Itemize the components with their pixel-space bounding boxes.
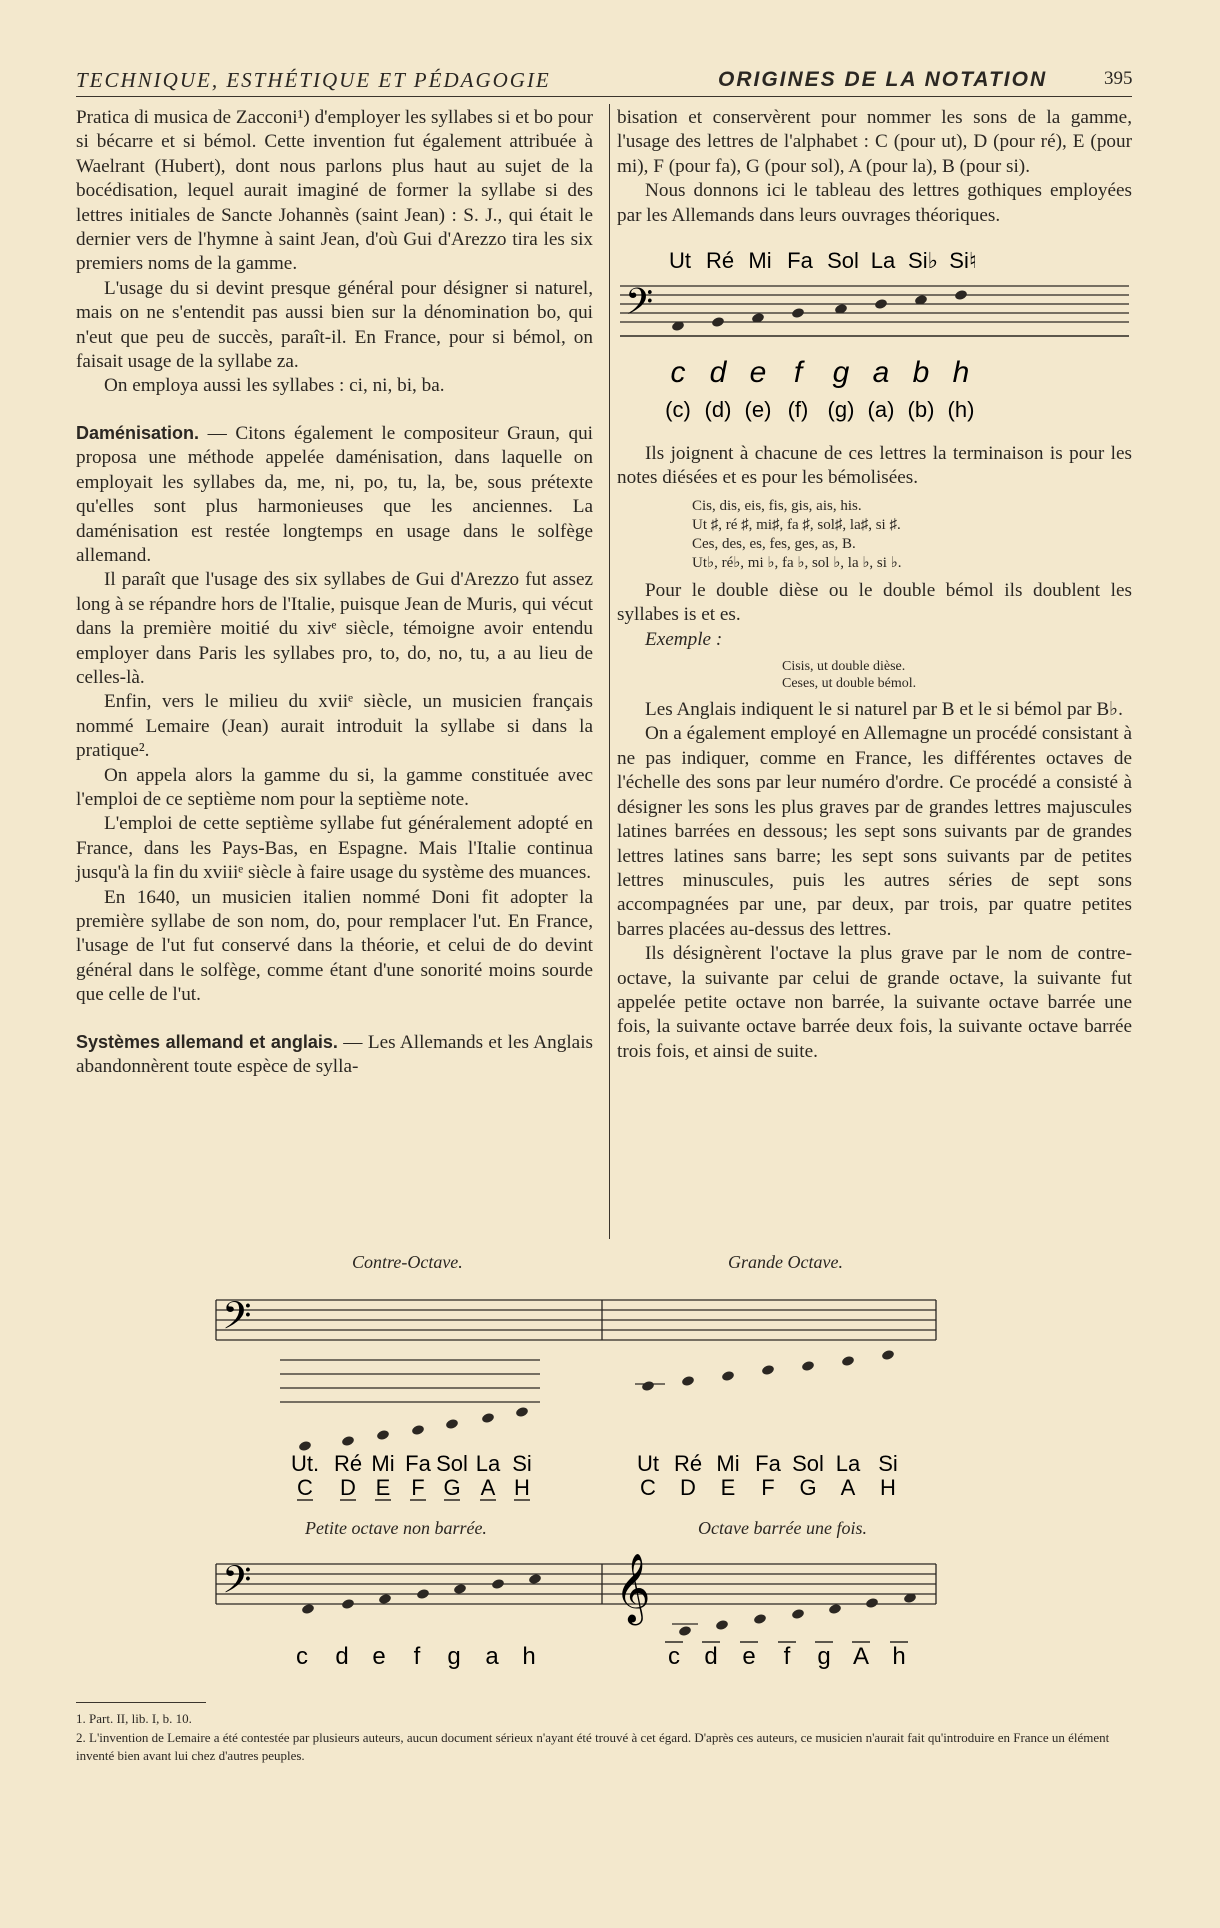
- note-head: [515, 1406, 529, 1418]
- note-head: [681, 1375, 695, 1387]
- caption-octave-barree: Octave barrée une fois.: [698, 1518, 867, 1538]
- octave-letter: C: [640, 1475, 656, 1500]
- paragraph-damenisation: Daménisation. — Citons également le compositeur Graun, qui proposa une méthode appelée daménisation, dans laquelle on employait les syllabes da, me, ni, po, tu, la, be, sous prétexte qu'elles sont plus harmonieuses que les anciennes. La daménisation est restée longtemps en usage dans le solfège allemand.: [76, 422, 593, 566]
- syllable-row: [669, 248, 977, 273]
- plain-letter: (d): [704, 397, 732, 423]
- syllable-label: Mi: [716, 1451, 740, 1476]
- octave-letter: A: [840, 1475, 856, 1500]
- table-row: Ut♭, ré♭, mi ♭, fa ♭, sol ♭, la ♭, si ♭.: [692, 554, 902, 571]
- paragraph: L'emploi de cette septième syllabe fut généralement adopté en France, dans les Pays-Bas, en Espagne. Mais l'Italie continua jusqu'à la fin du xviiiᵉ siècle à faire usage du système des muances.: [76, 813, 593, 884]
- note-head: [761, 1364, 775, 1376]
- paragraph: On appela alors la gamme du si, la gamme constituée avec l'emploi de ce septième nom pour la septième note.: [76, 764, 593, 810]
- note-head: [881, 1349, 895, 1361]
- syllable-label: Fa: [787, 248, 813, 274]
- column-divider: [609, 104, 610, 1239]
- sharps-flats-table: [692, 497, 1132, 573]
- syllable-label: Sol: [827, 248, 859, 274]
- syllable-label: Fa: [755, 1451, 781, 1476]
- syllable-label: Ut: [637, 1451, 659, 1476]
- octave-letter: A: [480, 1475, 496, 1500]
- note-head: [711, 316, 725, 328]
- note-head: [453, 1583, 467, 1595]
- syllable-label: La: [475, 1451, 501, 1476]
- octave-letter: f: [413, 1643, 421, 1670]
- paragraph: bisation et conservèrent pour nommer les sons de la gamme, l'usage des lettres de l'alphabet : C (pour ut), D (pour ré), E (pour mi), F (pour fa), G (pour sol), A (pour la), B (pour si).: [617, 107, 1132, 177]
- bass-clef-icon: 𝄢: [222, 1558, 252, 1610]
- note-head: [791, 307, 805, 319]
- octave-letter: g: [817, 1643, 831, 1670]
- octave-letter: d: [335, 1643, 349, 1670]
- gothic-letter: b: [912, 356, 930, 390]
- bass-clef-icon: 𝄢: [625, 282, 654, 332]
- note-head: [341, 1598, 355, 1610]
- syllable-label: Mi: [748, 248, 772, 274]
- caption-grande-octave: Grande Octave.: [728, 1252, 843, 1272]
- syllable-label: Si: [878, 1451, 898, 1476]
- note-head: [528, 1573, 542, 1585]
- note-head: [376, 1429, 390, 1441]
- note-head: [874, 298, 888, 310]
- gothic-letter: h: [952, 356, 970, 390]
- octave-letter: F: [411, 1475, 425, 1500]
- octave-letter: A: [852, 1643, 870, 1670]
- note-head: [715, 1619, 729, 1631]
- gothic-letters-staff: [617, 232, 1132, 442]
- table-row: Ces, des, es, fes, ges, as, B.: [692, 535, 856, 552]
- contre-grande-octave-staff: [210, 1288, 940, 1513]
- plain-letter: (a): [867, 397, 895, 423]
- footnote-1: 1. Part. II, lib. I, b. 10.: [76, 1711, 192, 1726]
- octave-letter: H: [514, 1475, 530, 1500]
- note-head: [416, 1588, 430, 1600]
- plain-letter: (c): [665, 397, 691, 423]
- caption-contre-octave: Contre-Octave.: [352, 1252, 463, 1272]
- running-header-title: ORIGINES DE LA NOTATION: [718, 68, 1048, 91]
- table-row: Cis, dis, eis, fis, gis, ais, his.: [692, 497, 862, 514]
- paragraph: Ils désignèrent l'octave la plus grave par le nom de contre-octave, la suivante par celui de grande octave, la suivante fut appelée petite octave non barrée, la suivante octave barrée une fois, la suivante octave barrée deux fois, la suivante octave barrée trois fois, et ainsi de suite.: [617, 943, 1132, 1062]
- paragraph: On employa aussi les syllabes : ci, ni, bi, ba.: [104, 375, 445, 397]
- octave-letter: D: [680, 1475, 696, 1500]
- paragraph: Nous donnons ici le tableau des lettres gothiques employées par les Allemands dans leurs ouvrages théoriques.: [617, 180, 1132, 226]
- syllable-label: Si: [512, 1451, 532, 1476]
- octave-letter: h: [522, 1643, 536, 1670]
- note-head: [801, 1360, 815, 1372]
- note-head: [828, 1603, 842, 1615]
- note-head: [378, 1593, 392, 1605]
- syllable-label: Sol: [792, 1451, 824, 1476]
- syllable-label: Ut: [669, 248, 691, 274]
- syllable-label: La: [870, 248, 896, 274]
- note-head: [481, 1412, 495, 1424]
- footnote-2: 2. L'invention de Lemaire a été contestée par plusieurs auteurs, aucun document sérieux n'ayant été trouvé à cet égard. D'après ces auteurs, ce musicien n'aurait fait qu'introduire en France un élément inventé bien avant lui chez d'autres peuples.: [76, 1730, 1110, 1763]
- header-rule: [76, 96, 1132, 97]
- paragraph: Enfin, vers le milieu du xviiᵉ siècle, un musicien français nommé Lemaire (Jean) aurait introduit la syllabe si dans la pratique².: [76, 691, 593, 762]
- octave-letter: E: [375, 1475, 391, 1500]
- plain-letter: (e): [744, 397, 772, 423]
- octave-letter: g: [447, 1643, 461, 1670]
- octave-letter: F: [761, 1475, 775, 1500]
- note-head: [721, 1370, 735, 1382]
- example-block: [782, 658, 1132, 692]
- running-header-left: TECHNIQUE, ESTHÉTIQUE ET PÉDAGOGIE: [76, 68, 551, 92]
- octave-letter: G: [443, 1475, 461, 1500]
- example-row: Ceses, ut double bémol.: [782, 676, 917, 692]
- syllable-label: Ré: [333, 1451, 363, 1476]
- syllable-label: Fa: [405, 1451, 431, 1476]
- note-head: [301, 1603, 315, 1615]
- note-head: [678, 1625, 692, 1637]
- note-head: [865, 1597, 879, 1609]
- treble-clef-icon: 𝄞: [615, 1554, 651, 1621]
- gothic-letter: g: [832, 356, 850, 390]
- paragraph-systemes: Systèmes allemand et anglais. — Les Allemands et les Anglais abandonnèrent toute espèce de sylla-: [76, 1031, 593, 1078]
- note-head: [753, 1613, 767, 1625]
- section-heading: Daménisation.: [76, 422, 200, 443]
- syllable-label: Ut.: [290, 1451, 320, 1476]
- octave-letter: d: [704, 1643, 718, 1670]
- gothic-letter: d: [709, 356, 727, 390]
- syllable-label: Mi: [371, 1451, 395, 1476]
- paragraph: Ils joignent à chacune de ces lettres la terminaison is pour les notes diésées et es pour les bémolisées.: [617, 443, 1132, 489]
- paragraph: Pratica di musica de Zacconi¹) d'employer les syllabes si et bo pour si bécarre et si bémol. Cette invention fut également attribuée à Waelrant (Hubert), dont nous parlons plus haut au sujet de la bocédisation, lequel aurait imaginé de former la syllabe si des lettres initiales de Sancte Johannès (saint Jean) : S. J., qui était le dernier vers de l'hymne à saint Jean, d'où Gui d'Arezzo tira les six premiers noms de la gamme.: [76, 107, 593, 275]
- plain-letter: (b): [907, 397, 935, 423]
- right-column: [617, 106, 1132, 1064]
- note-head: [954, 289, 968, 301]
- petite-barree-octave-staff: [210, 1552, 940, 1692]
- syllable-label: Ré: [705, 248, 735, 274]
- example-row: Cisis, ut double dièse.: [782, 659, 906, 675]
- octave-letter: D: [340, 1475, 356, 1500]
- note-head: [791, 1608, 805, 1620]
- octave-letter: E: [720, 1475, 736, 1500]
- plain-letter: (f): [787, 397, 809, 423]
- note-head: [641, 1380, 655, 1392]
- octave-letter: H: [880, 1475, 896, 1500]
- footnote-rule: [76, 1702, 206, 1703]
- octave-letter: c: [668, 1643, 680, 1670]
- syllable-label: Sol: [436, 1451, 468, 1476]
- syllable-label: Si♮: [949, 248, 977, 274]
- note-head: [491, 1578, 505, 1590]
- paragraph: Les Anglais indiquent le si naturel par B et le si bémol par B♭.: [645, 699, 1123, 721]
- page-number: 395: [1104, 68, 1133, 89]
- octave-letter: e: [742, 1643, 756, 1670]
- octave-letter: f: [783, 1643, 791, 1670]
- octave-letter: e: [372, 1643, 386, 1670]
- octave-letter: G: [799, 1475, 817, 1500]
- paragraph: En 1640, un musicien italien nommé Doni fit adopter la première syllabe de son nom, do, pour remplacer l'ut. En France, l'usage de l'ut fut conservé dans la théorie, et celui de do devint général dans le solfège, comme étant d'une sonorité moins sourde que celle de l'ut.: [76, 886, 593, 1006]
- gothic-letter-row: [671, 356, 970, 389]
- plain-letter: (g): [827, 397, 855, 423]
- syllable-label: Ré: [673, 1451, 703, 1476]
- caption-petite-octave: Petite octave non barrée.: [305, 1518, 487, 1538]
- paragraph: Pour le double dièse ou le double bémol ils doublent les syllabes is et es.: [617, 579, 1132, 626]
- gothic-letter: a: [872, 356, 890, 390]
- octave-letter: c: [296, 1643, 308, 1670]
- syllable-label: La: [835, 1451, 861, 1476]
- gothic-letter: f: [793, 356, 803, 390]
- paragraph: L'usage du si devint presque général pour désigner si naturel, mais on ne s'entendit pas aussi bien sur la dénomination bo, qui n'eut que peu de succès, paraît-il. En France, pour si bémol, on faisait usage de la syllabe za.: [76, 277, 593, 373]
- gothic-letter: e: [749, 356, 767, 390]
- bass-clef-icon: 𝄢: [222, 1294, 252, 1346]
- section-heading: Systèmes allemand et anglais.: [76, 1031, 338, 1052]
- gothic-letter: c: [670, 356, 686, 390]
- note-head: [841, 1355, 855, 1367]
- syllable-label: Si♭: [908, 248, 938, 274]
- table-row: Ut ♯, ré ♯, mi♯, fa ♯, sol♯, la♯, si ♯.: [692, 516, 901, 533]
- left-column: [76, 106, 593, 1079]
- plain-letter-row: [665, 397, 974, 422]
- note-head: [445, 1418, 459, 1430]
- note-head: [411, 1424, 425, 1436]
- paragraph: Il paraît que l'usage des six syllabes de Gui d'Arezzo fut assez long à se répandre hors de l'Italie, puisque Jean de Muris, qui vécut dans la première moitié du xivᵉ siècle, témoigne avoir entendu employer dans Paris les syllabes pro, to, do, no, tu, a au lieu de celles-là.: [76, 569, 593, 688]
- plain-letter: (h): [947, 397, 975, 423]
- octave-letter: h: [892, 1643, 906, 1670]
- paragraph: On a également employé en Allemagne un procédé consistant à ne pas indiquer, comme en France, les différentes octaves de l'échelle des sons par leur numéro d'ordre. Ce procédé a consisté à désigner les sons les plus graves par de grandes lettres majuscules latines barrées en dessous; les sept sons suivants par de grandes lettres latines sans barre; les sept sons suivants par de petites lettres minuscules, puis les autres séries de sept sons accompagnées par une, par deux, par trois, par quatre petites barres placées au-dessus des lettres.: [617, 723, 1132, 940]
- example-label: Exemple :: [645, 628, 723, 650]
- octave-letter: C: [297, 1475, 313, 1500]
- octave-letter: a: [485, 1643, 499, 1670]
- note-head: [341, 1435, 355, 1447]
